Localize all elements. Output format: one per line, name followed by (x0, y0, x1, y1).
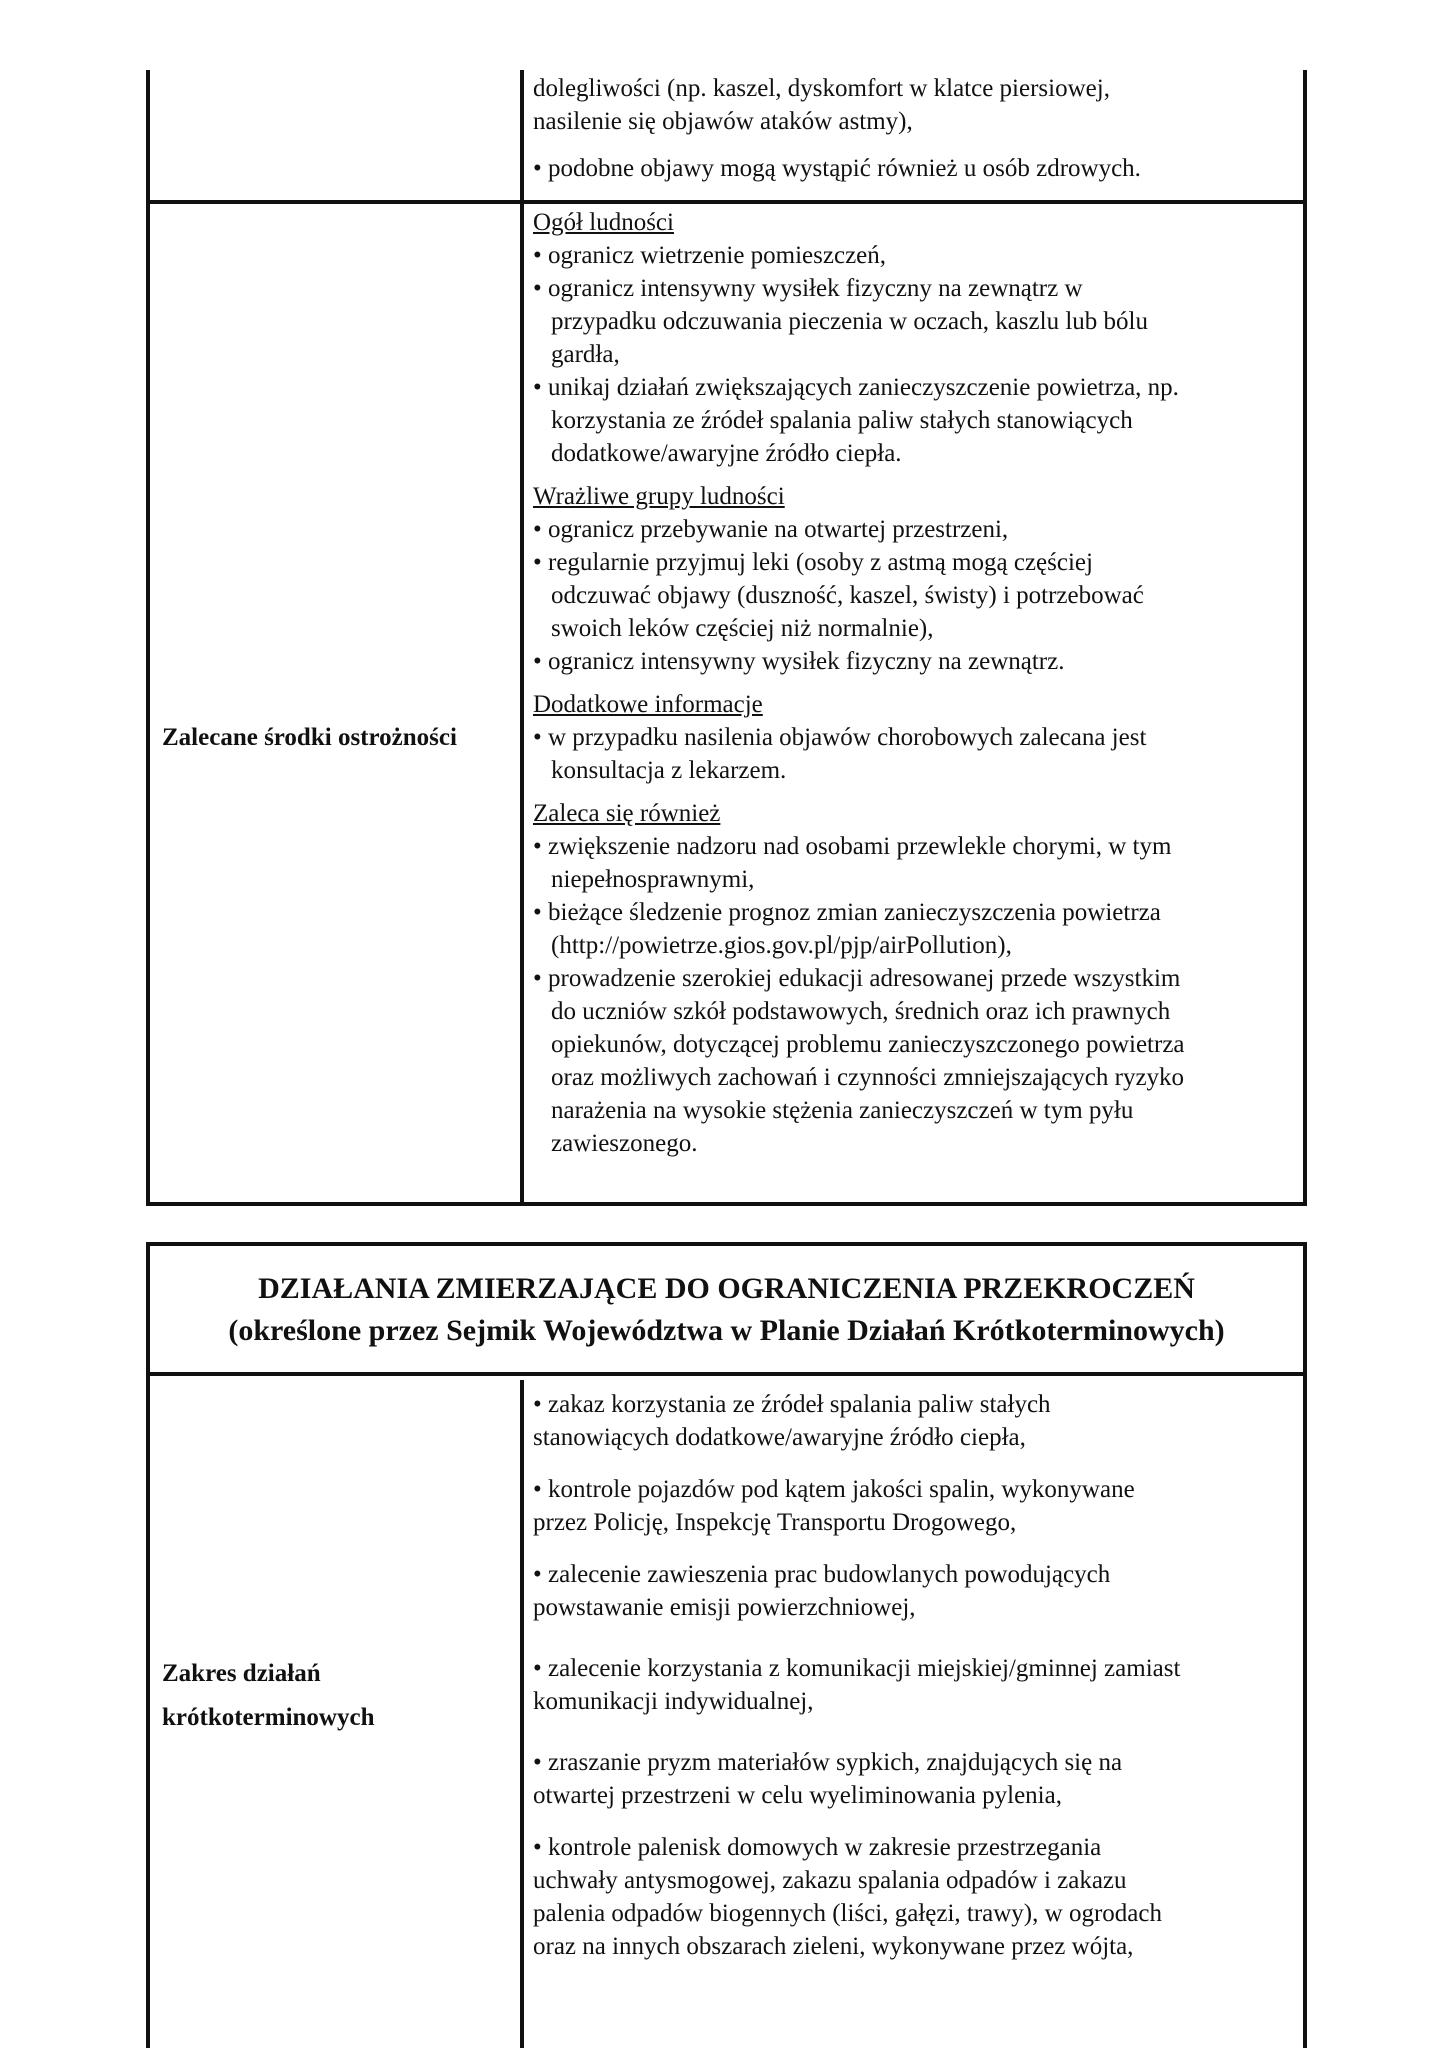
short-term-actions-row (150, 1380, 1303, 2048)
precautions-label: Zalecane środki ostrożności (162, 724, 457, 751)
text-line: • prowadzenie szerokiej edukacji adresowanej przede wszystkim (533, 965, 1181, 992)
text-line: stanowiących dodatkowe/awaryjne źródło ciepła, (533, 1424, 1026, 1451)
text-line: (http://powietrze.gios.gov.pl/pjp/airPollution), (551, 932, 1012, 959)
text-line: oraz możliwych zachowań i czynności zmniejszających ryzyko (551, 1064, 1185, 1091)
text-line: konsultacja z lekarzem. (551, 757, 787, 784)
text-line: • zalecenie zawieszenia prac budowlanych powodujących (533, 1561, 1111, 1588)
group-heading: Dodatkowe informacje (533, 691, 763, 718)
action-item (533, 1558, 1293, 1624)
symptoms-text (533, 72, 1293, 138)
precautions-cell (533, 206, 1293, 1170)
text-line: oraz na innych obszarach zieleni, wykonywane przez wójta, (533, 1933, 1134, 1960)
text-line: • w przypadku nasilenia objawów chorobowych zalecana jest (533, 724, 1147, 751)
text-line: nasilenie się objawów ataków astmy), (533, 108, 913, 135)
precautions-row (150, 204, 1303, 1202)
text-line: • zakaz korzystania ze źródeł spalania paliw stałych (533, 1391, 1051, 1418)
text-line: przypadku odczuwania pieczenia w oczach, kaszlu lub bólu (551, 308, 1148, 335)
action-item (533, 1746, 1293, 1812)
label-line: krótkoterminowych (162, 1704, 375, 1731)
symptoms-row (150, 70, 1303, 204)
title-line: (określone przez Sejmik Województwa w Planie Działań Krótkoterminowych) (228, 1314, 1225, 1347)
text-line: • kontrole palenisk domowych w zakresie przestrzegania (533, 1834, 1102, 1861)
text-line: narażenia na wysokie stężenia zanieczyszczeń w tym pyłu (551, 1097, 1134, 1124)
text-line: • kontrole pojazdów pod kątem jakości spalin, wykonywane (533, 1476, 1135, 1503)
text-line: • bieżące śledzenie prognoz zmian zanieczyszczenia powietrza (533, 899, 1161, 926)
text-line: powstawanie emisji powierzchniowej, (533, 1594, 916, 1621)
group-also-recommended (533, 797, 1293, 1160)
text-line: zawieszonego. (551, 1130, 698, 1157)
text-line: komunikacji indywidualnej, (533, 1688, 814, 1715)
precautions-table (146, 70, 1307, 1206)
text-line: • ogranicz wietrzenie pomieszczeń, (533, 242, 887, 269)
text-line: • ogranicz intensywny wysiłek fizyczny na zewnątrz w (533, 275, 1083, 302)
text-line: • podobne objawy mogą wystąpić również u osób zdrowych. (533, 155, 1141, 182)
group-sensitive-groups (533, 480, 1293, 678)
text-line: • ogranicz intensywny wysiłek fizyczny na zewnątrz. (533, 648, 1065, 675)
group-heading: Ogół ludności (533, 209, 674, 236)
action-item (533, 1473, 1293, 1539)
text-line: dodatkowe/awaryjne źródło ciepła. (551, 440, 902, 467)
text-line: • zraszanie pryzm materiałów sypkich, znajdujących się na (533, 1749, 1123, 1776)
action-item (533, 1831, 1293, 1963)
text-line: • ogranicz przebywanie na otwartej przestrzeni, (533, 516, 1009, 543)
text-line: • zwiększenie nadzoru nad osobami przewlekle chorymi, w tym (533, 833, 1172, 860)
text-line: swoich leków częściej niż normalnie), (551, 615, 934, 642)
group-heading: Zaleca się również (533, 800, 721, 827)
label-line: Zakres działań (162, 1660, 321, 1687)
text-line: do uczniów szkół podstawowych, średnich oraz ich prawnych (551, 998, 1171, 1025)
short-term-actions-label (162, 1652, 518, 1740)
text-line: • zalecenie korzystania z komunikacji miejskiej/gminnej zamiast (533, 1655, 1181, 1682)
action-item (533, 1652, 1293, 1718)
short-term-actions-table (146, 1242, 1307, 2048)
action-item (533, 1388, 1293, 1454)
text-line: • regularnie przyjmuj leki (osoby z astmą mogą częściej (533, 549, 1093, 576)
text-line: opiekunów, dotyczącej problemu zanieczyszczonego powietrza (551, 1031, 1185, 1058)
column-divider (520, 1380, 524, 2048)
text-line: uchwały antysmogowej, zakazu spalania odpadów i zakazu (533, 1867, 1127, 1894)
text-line: przez Policję, Inspekcję Transportu Drogowego, (533, 1509, 1017, 1536)
column-divider (520, 204, 524, 1202)
text-line: odczuwać objawy (duszność, kaszel, świsty) i potrzebować (551, 582, 1144, 609)
group-additional-info (533, 688, 1293, 787)
short-term-actions-cell (533, 1388, 1293, 1982)
symptoms-cell (533, 72, 1293, 195)
text-line: • unikaj działań zwiększających zanieczyszczenie powietrza, np. (533, 374, 1179, 401)
group-general-population (533, 206, 1293, 470)
text-line: niepełnosprawnymi, (551, 866, 755, 893)
group-heading: Wrażliwe grupy ludności (533, 483, 785, 510)
symptoms-bullet (533, 152, 1293, 185)
text-line: gardła, (551, 341, 620, 368)
text-line: dolegliwości (np. kaszel, dyskomfort w klatce piersiowej, (533, 75, 1110, 102)
text-line: korzystania ze źródeł spalania paliw stałych stanowiących (551, 407, 1133, 434)
text-line: palenia odpadów biogennych (liści, gałęzi, trawy), w ogrodach (533, 1900, 1162, 1927)
text-line: otwartej przestrzeni w celu wyeliminowania pylenia, (533, 1782, 1062, 1809)
column-divider (520, 70, 524, 200)
section-title (150, 1246, 1303, 1376)
title-line: DZIAŁANIA ZMIERZAJĄCE DO OGRANICZENIA PRZEKROCZEŃ (258, 1272, 1195, 1305)
